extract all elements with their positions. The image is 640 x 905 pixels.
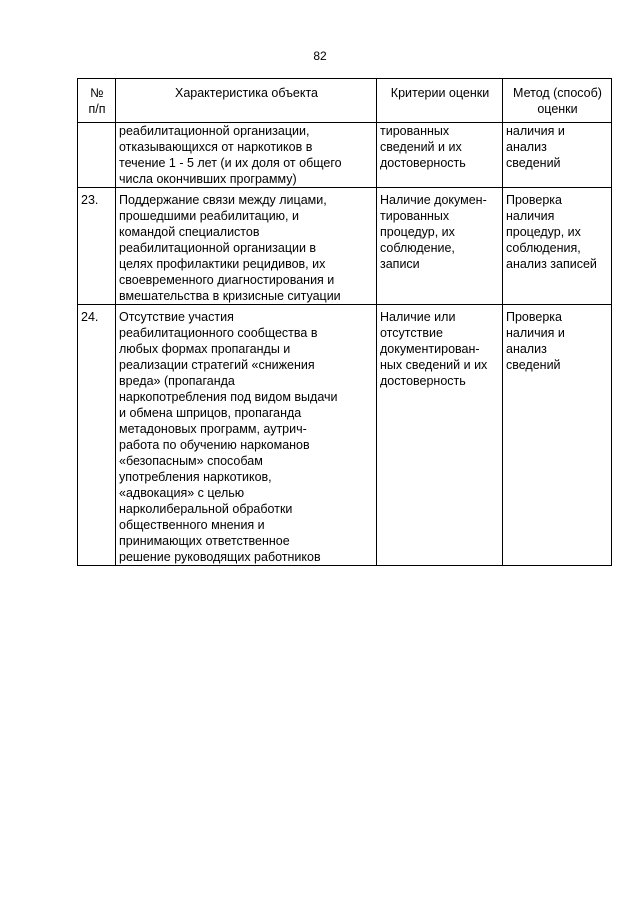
- text-line: «безопасным» способам: [119, 454, 263, 468]
- text-line: реабилитационного сообщества в: [119, 326, 318, 340]
- text-line: реализации стратегий «снижения: [119, 358, 315, 372]
- text-line: тированных: [380, 124, 450, 138]
- page-number: 82: [313, 49, 327, 63]
- text-line: вмешательства в кризисные ситуации: [119, 289, 341, 303]
- text-line: записи: [380, 257, 420, 271]
- text-line: Проверка: [506, 193, 562, 207]
- header-criteria: [377, 79, 503, 123]
- header-method-line: оценки: [537, 102, 578, 116]
- text-line: сведений: [506, 156, 561, 170]
- text-line: принимающих ответственное: [119, 534, 290, 548]
- header-method-line: Метод (способ): [513, 86, 602, 100]
- text-line: решение руководящих работников: [119, 550, 321, 564]
- text-line: метадоновых программ, аутрич-: [119, 422, 307, 436]
- row-criteria: [377, 123, 503, 188]
- header-number-line: п/п: [88, 102, 106, 116]
- text-line: Проверка: [506, 310, 562, 324]
- text-line: отказывающихся от наркотиков в: [119, 140, 313, 154]
- header-characteristic-line: Характеристика объекта: [174, 86, 318, 100]
- row-criteria: [377, 188, 503, 305]
- text-line: целях профилактики рецидивов, их: [119, 257, 326, 271]
- text-line: анализ: [506, 342, 547, 356]
- header-characteristic: [116, 79, 377, 123]
- row-number: [78, 123, 116, 188]
- text-line: наличия и: [506, 124, 565, 138]
- text-line: документирован-: [380, 342, 480, 356]
- table-row: [78, 123, 612, 188]
- row-characteristic: [116, 123, 377, 188]
- text-line: процедур, их: [380, 225, 455, 239]
- table-row: [78, 305, 612, 566]
- row-method: [503, 188, 612, 305]
- text-line: сведений и их: [380, 140, 462, 154]
- table-header-row: [78, 79, 612, 123]
- text-line: работа по обучению наркоманов: [119, 438, 310, 452]
- text-line: и обмена шприцов, пропаганда: [119, 406, 302, 420]
- row-number: 24.: [78, 305, 116, 566]
- text-line: течение 1 - 5 лет (и их доля от общего: [119, 156, 342, 170]
- text-line: нарколиберальной обработки: [119, 502, 293, 516]
- text-line: соблюдение,: [380, 241, 455, 255]
- text-line: Наличие докумен-: [380, 193, 487, 207]
- text-line: числа окончивших программу): [119, 172, 297, 186]
- text-line: наркопотребления под видом выдачи: [119, 390, 338, 404]
- text-line: достоверность: [380, 374, 466, 388]
- text-line: наличия: [506, 209, 555, 223]
- header-number-line: №: [90, 86, 104, 100]
- text-line: наличия и: [506, 326, 565, 340]
- row-method: [503, 123, 612, 188]
- text-line: анализ: [506, 140, 547, 154]
- text-line: Наличие или: [380, 310, 456, 324]
- text-line: Поддержание связи между лицами,: [119, 193, 327, 207]
- row-characteristic: [116, 188, 377, 305]
- text-line: реабилитационной организации в: [119, 241, 317, 255]
- text-line: своевременного диагностирования и: [119, 273, 335, 287]
- row-method: [503, 305, 612, 566]
- text-line: общественного мнения и: [119, 518, 265, 532]
- text-line: вреда» (пропаганда: [119, 374, 235, 388]
- text-line: достоверность: [380, 156, 466, 170]
- text-line: процедур, их: [506, 225, 581, 239]
- text-line: анализ записей: [506, 257, 597, 271]
- text-line: ных сведений и их: [380, 358, 488, 372]
- text-line: реабилитационной организации,: [119, 124, 310, 138]
- header-number: [78, 79, 116, 123]
- row-number: 23.: [78, 188, 116, 305]
- header-method: [503, 79, 612, 123]
- text-line: соблюдения,: [506, 241, 581, 255]
- text-line: Отсутствие участия: [119, 310, 234, 324]
- text-line: «адвокация» с целью: [119, 486, 245, 500]
- text-line: употребления наркотиков,: [119, 470, 272, 484]
- text-line: командой специалистов: [119, 225, 260, 239]
- text-line: тированных: [380, 209, 450, 223]
- assessment-table: [77, 78, 612, 566]
- row-criteria: [377, 305, 503, 566]
- table-row: [78, 188, 612, 305]
- header-criteria-line: Критерии оценки: [390, 86, 490, 100]
- row-characteristic: [116, 305, 377, 566]
- text-line: любых формах пропаганды и: [119, 342, 291, 356]
- text-line: прошедшими реабилитацию, и: [119, 209, 299, 223]
- text-line: сведений: [506, 358, 561, 372]
- text-line: отсутствие: [380, 326, 443, 340]
